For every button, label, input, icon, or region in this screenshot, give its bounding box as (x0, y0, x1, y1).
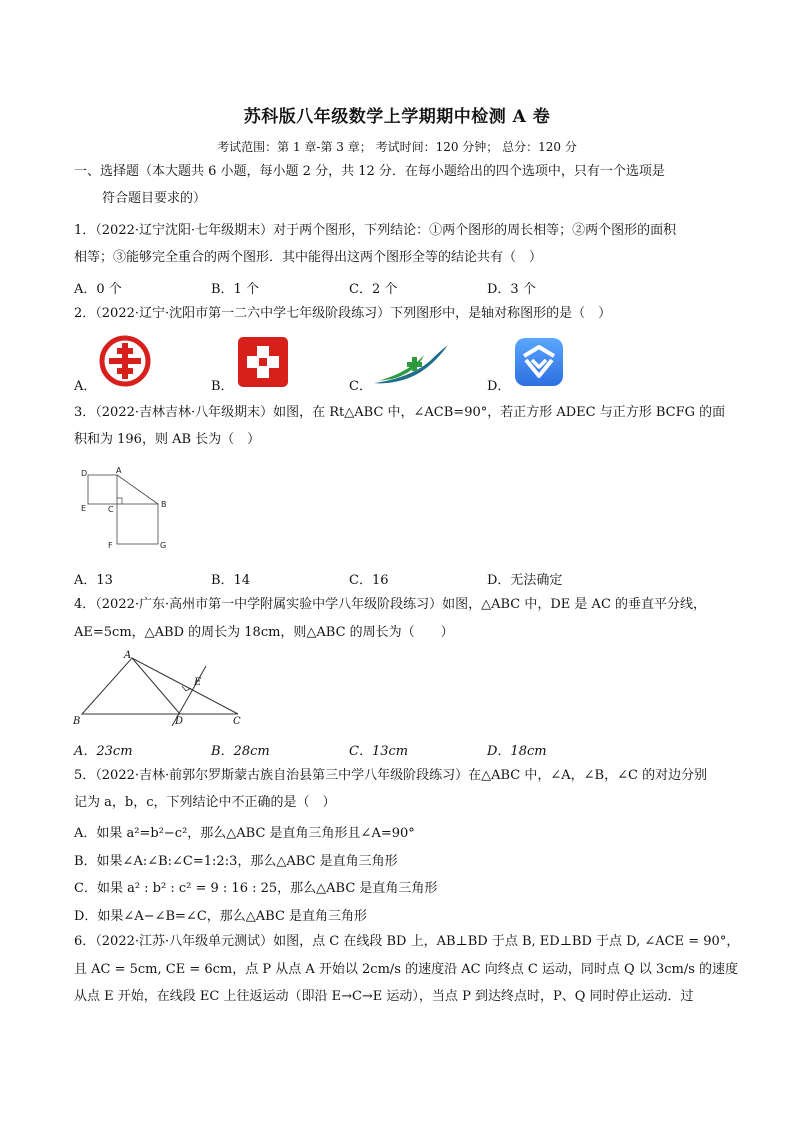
q5-option-c[interactable]: C．如果 a² : b² : c² = 9 : 16 : 25，那么△ABC 是直角三角形 (74, 881, 438, 896)
q3-line1: 3．（2022·吉林吉林·八年级期末）如图，在 Rt△ABC 中，∠ACB=90°，若正方形 ADEC 与正方形 BCFG 的面 (74, 405, 726, 420)
q4-line2: AE=5cm，△ABD 的周长为 18cm，则△ABC 的周长为（ ） (74, 625, 454, 640)
q3-label-g: G (160, 541, 167, 550)
q3-option-d[interactable]: D．无法确定 (487, 573, 563, 588)
q3-label-e: E (81, 504, 87, 513)
q1-option-a[interactable]: A．0 个 (74, 282, 122, 297)
q3-option-a[interactable]: A．13 (74, 573, 113, 588)
q5-option-a[interactable]: A．如果 a²=b²−c²，那么△ABC 是直角三角形且∠A=90° (74, 826, 415, 841)
q6-line1: 6．（2022·江苏·八年级单元测试）如图，点 C 在线段 BD 上，AB⊥BD 于点 B, ED⊥BD 于点 D, ∠ACE = 90°， (74, 934, 740, 949)
q1-option-c[interactable]: C．2 个 (349, 282, 398, 297)
q2-option-a[interactable]: A． (74, 379, 97, 394)
q4-option-d[interactable]: D．18cm (487, 744, 547, 759)
q1-line2: 相等；③能够完全重合的两个图形．其中能得出这两个图形全等的结论共有（ ） (74, 250, 543, 265)
q4-label-a: A (124, 650, 132, 661)
q2-option-c[interactable]: C． (349, 379, 372, 394)
q5-option-b[interactable]: B．如果∠A:∠B:∠C=1:2:3，那么△ABC 是直角三角形 (74, 854, 398, 869)
q3-label-b: B (161, 500, 167, 509)
q3-label-a: A (116, 466, 122, 475)
q3-label-d: D (81, 469, 88, 478)
q4-option-c[interactable]: C．13cm (349, 744, 409, 759)
q1-option-b[interactable]: B．1 个 (211, 282, 259, 297)
q4-line1: 4．（2022·广东·高州市第一中学附属实验中学八年级阶段练习）如图，△ABC 中，DE 是 AC 的垂直平分线， (74, 597, 707, 612)
red-circle-logo-icon (99, 335, 151, 387)
q4-option-a[interactable]: A．23cm (74, 744, 133, 759)
q3-label-f: F (108, 541, 113, 550)
q5-line2: 记为 a，b，c，下列结论中不正确的是（ ） (74, 795, 336, 810)
q6-line2: 且 AC = 5cm, CE = 6cm，点 P 从点 A 开始以 2cm/s 的速度沿 AC 向终点 C 运动，同时点 Q 以 3cm/s 的速度 (74, 962, 739, 977)
q3-line2: 积和为 196，则 AB 长为（ ） (74, 432, 261, 447)
q3-option-c[interactable]: C．16 (349, 573, 389, 588)
q4-label-e: E (194, 677, 202, 688)
q2-option-b[interactable]: B． (211, 379, 234, 394)
q4-option-b[interactable]: B．28cm (211, 744, 270, 759)
q6-line3: 从点 E 开始，在线段 EC 上往返运动（即沿 E→C→E 运动），当点 P 到达终点时，P、Q 同时停止运动．过 (74, 989, 694, 1004)
q5-line1: 5．（2022·吉林·前郭尔罗斯蒙古族自治县第三中学八年级阶段练习）在△ABC 中，∠A，∠B，∠C 的对边分别 (74, 768, 708, 783)
blue-check-app-icon (515, 338, 563, 386)
section-heading-cont: 符合题目要求的） (102, 191, 207, 206)
red-cross-square-icon (238, 337, 288, 387)
q4-label-d: D (175, 716, 184, 727)
section-heading: 一、选择题（本大题共 6 小题，每小题 2 分，共 12 分．在每小题给出的四个选项中，只有一个选项是 (74, 164, 665, 179)
q5-option-d[interactable]: D．如果∠A−∠B=∠C，那么△ABC 是直角三角形 (74, 909, 368, 924)
exam-meta: 考试范围：第 1 章-第 3 章； 考试时间：120 分钟； 总分：120 分 (217, 140, 577, 154)
q4-label-b: B (73, 716, 81, 727)
q1-option-d[interactable]: D．3 个 (487, 282, 536, 297)
q3-label-c: C (108, 505, 114, 514)
q2-option-d[interactable]: D． (487, 379, 511, 394)
q4-figure (72, 646, 252, 728)
q3-option-b[interactable]: B．14 (211, 573, 251, 588)
q3-figure (76, 463, 176, 553)
page-title: 苏科版八年级数学上学期期中检测 A 卷 (243, 107, 551, 127)
q1-line1: 1．（2022·辽宁沈阳·七年级期末）对于两个图形，下列结论：①两个图形的周长相等；②两个图形的面积 (74, 223, 677, 238)
q2-line1: 2．（2022·辽宁·沈阳市第一二六中学七年级阶段练习）下列图形中，是轴对称图形的是（ ） (74, 306, 612, 321)
green-leaf-logo-icon (372, 343, 450, 387)
q4-label-c: C (233, 716, 241, 727)
